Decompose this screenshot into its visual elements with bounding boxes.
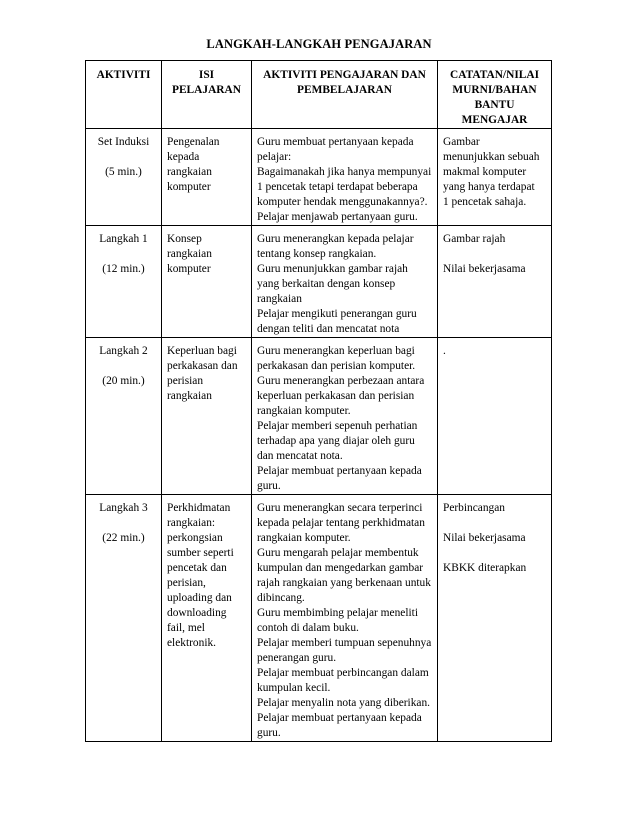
activity-name: Set Induksi [97,136,150,148]
teaching-line: Guru mengarah pelajar membentuk [257,547,419,559]
activity-cell [86,338,162,495]
teaching-line: Guru menerangkan keperluan bagi [257,345,415,357]
teaching-line: dibincang. [257,592,305,604]
content-cell [162,338,252,495]
activity-time: (22 min.) [102,532,145,544]
activity-cell [86,129,162,226]
header-notes: CATATAN/NILAI MURNI/BAHAN BANTU MENGAJAR [438,61,552,129]
content-line: komputer [167,263,211,275]
content-cell [162,226,252,338]
teaching-line: Pelajar membuat perbincangan dalam [257,667,429,679]
content-line: komputer [167,181,211,193]
notes-line: 1 pencetak sahaja. [443,196,527,208]
content-line: rangkaian: [167,517,216,529]
notes-line: makmal komputer [443,166,527,178]
notes-line: Gambar [443,136,480,148]
content-line: kepada [167,151,200,163]
teaching-cell [252,129,438,226]
teaching-line: Pelajar membuat pertanyaan kepada [257,712,422,724]
teaching-cell [252,226,438,338]
content-line: Perkhidmatan [167,502,231,514]
teaching-line: guru. [257,727,281,739]
table-row [86,495,552,742]
content-line: rangkaian [167,248,212,260]
notes-line: KBKK diterapkan [443,562,527,574]
teaching-line: dengan teliti dan mencatat nota [257,323,400,335]
teaching-cell [252,495,438,742]
notes-line: Nilai bekerjasama [443,263,526,275]
activity-name: Langkah 3 [99,502,148,514]
content-line: downloading [167,607,227,619]
teaching-line: rangkaian [257,293,302,305]
content-cell [162,495,252,742]
content-line: perkongsian [167,532,223,544]
activity-time: (5 min.) [105,166,142,178]
activity-cell [86,495,162,742]
teaching-line: yang berkaitan dengan konsep [257,278,396,290]
activity-time: (12 min.) [102,263,145,275]
teaching-line: Bagaimanakah jika hanya mempunyai [257,166,432,178]
teaching-line: rangkaian komputer. [257,532,351,544]
teaching-line: kumpulan kecil. [257,682,331,694]
header-content: ISI PELAJARAN [162,61,252,129]
content-line: rangkaian [167,166,212,178]
content-line: sumber seperti [167,547,234,559]
content-line: uploading dan [167,592,232,604]
teaching-line: Pelajar mengikuti penerangan guru [257,308,417,320]
teaching-line: Pelajar memberi sepenuh perhatian [257,420,418,432]
table-row [86,338,552,495]
content-cell [162,129,252,226]
activity-time: (20 min.) [102,375,145,387]
teaching-cell [252,338,438,495]
header-teaching: AKTIVITI PENGAJARAN DAN PEMBELAJARAN [252,61,438,129]
document-title: LANGKAH-LANGKAH PENGAJARAN [206,37,432,51]
teaching-line: Pelajar membuat pertanyaan kepada [257,465,422,477]
notes-line: Nilai bekerjasama [443,532,526,544]
notes-line: menunjukkan sebuah [443,151,540,163]
notes-cell [438,495,552,742]
teaching-line: guru. [257,480,281,492]
teaching-line: kumpulan dan mengedarkan gambar [257,562,424,574]
teaching-line: Guru menunjukkan gambar rajah [257,263,408,275]
teaching-line: Pelajar menjawab pertanyaan guru. [257,211,418,223]
notes-line: . [443,345,446,357]
teaching-line: penerangan guru. [257,652,337,664]
teaching-line: perkakasan dan perisian komputer. [257,360,416,372]
activity-name: Langkah 2 [99,345,148,357]
content-line: fail, mel [167,622,205,634]
content-line: perisian [167,375,204,387]
content-line: perisian, [167,577,206,589]
content-line: elektronik. [167,637,217,649]
notes-cell [438,338,552,495]
notes-cell [438,226,552,338]
content-line: perkakasan dan [167,360,238,372]
table-header-row [86,61,552,129]
teaching-line: Pelajar memberi tumpuan sepenuhnya [257,637,432,649]
teaching-line: contoh di dalam buku. [257,622,359,634]
teaching-line: Guru menerangkan kepada pelajar [257,233,414,245]
content-line: Pengenalan [167,136,220,148]
notes-cell [438,129,552,226]
teaching-line: keperluan perkakasan dan perisian [257,390,415,402]
notes-line: Gambar rajah [443,233,506,245]
teaching-line: kepada pelajar tentang perkhidmatan [257,517,425,529]
teaching-line: Pelajar menyalin nota yang diberikan. [257,697,431,709]
teaching-line: Guru membuat pertanyaan kepada [257,136,414,148]
teaching-line: tentang konsep rangkaian. [257,248,377,260]
teaching-line: komputer hendak menggunakannya?. [257,196,428,208]
content-line: pencetak dan [167,562,227,574]
content-line: Konsep [167,233,202,245]
teaching-line: Guru menerangkan secara terperinci [257,502,423,514]
activity-name: Langkah 1 [99,233,148,245]
teaching-line: terhadap apa yang diajar oleh guru [257,435,415,447]
table-row [86,129,552,226]
teaching-line: rangkaian komputer. [257,405,351,417]
content-line: rangkaian [167,390,212,402]
content-line: Keperluan bagi [167,345,237,357]
lesson-steps-table [85,60,552,742]
header-activity: AKTIVITI [86,61,162,129]
teaching-line: rajah rangkaian yang berkenaan untuk [257,577,431,589]
teaching-line: dan mencatat nota. [257,450,343,462]
notes-line: Perbincangan [443,502,505,514]
teaching-line: Guru menerangkan perbezaan antara [257,375,425,387]
teaching-line: 1 pencetak tetapi terdapat beberapa [257,181,418,193]
teaching-line: Guru membimbing pelajar meneliti [257,607,419,619]
table-row [86,226,552,338]
teaching-line: pelajar: [257,151,292,163]
notes-line: yang hanya terdapat [443,181,535,193]
activity-cell [86,226,162,338]
